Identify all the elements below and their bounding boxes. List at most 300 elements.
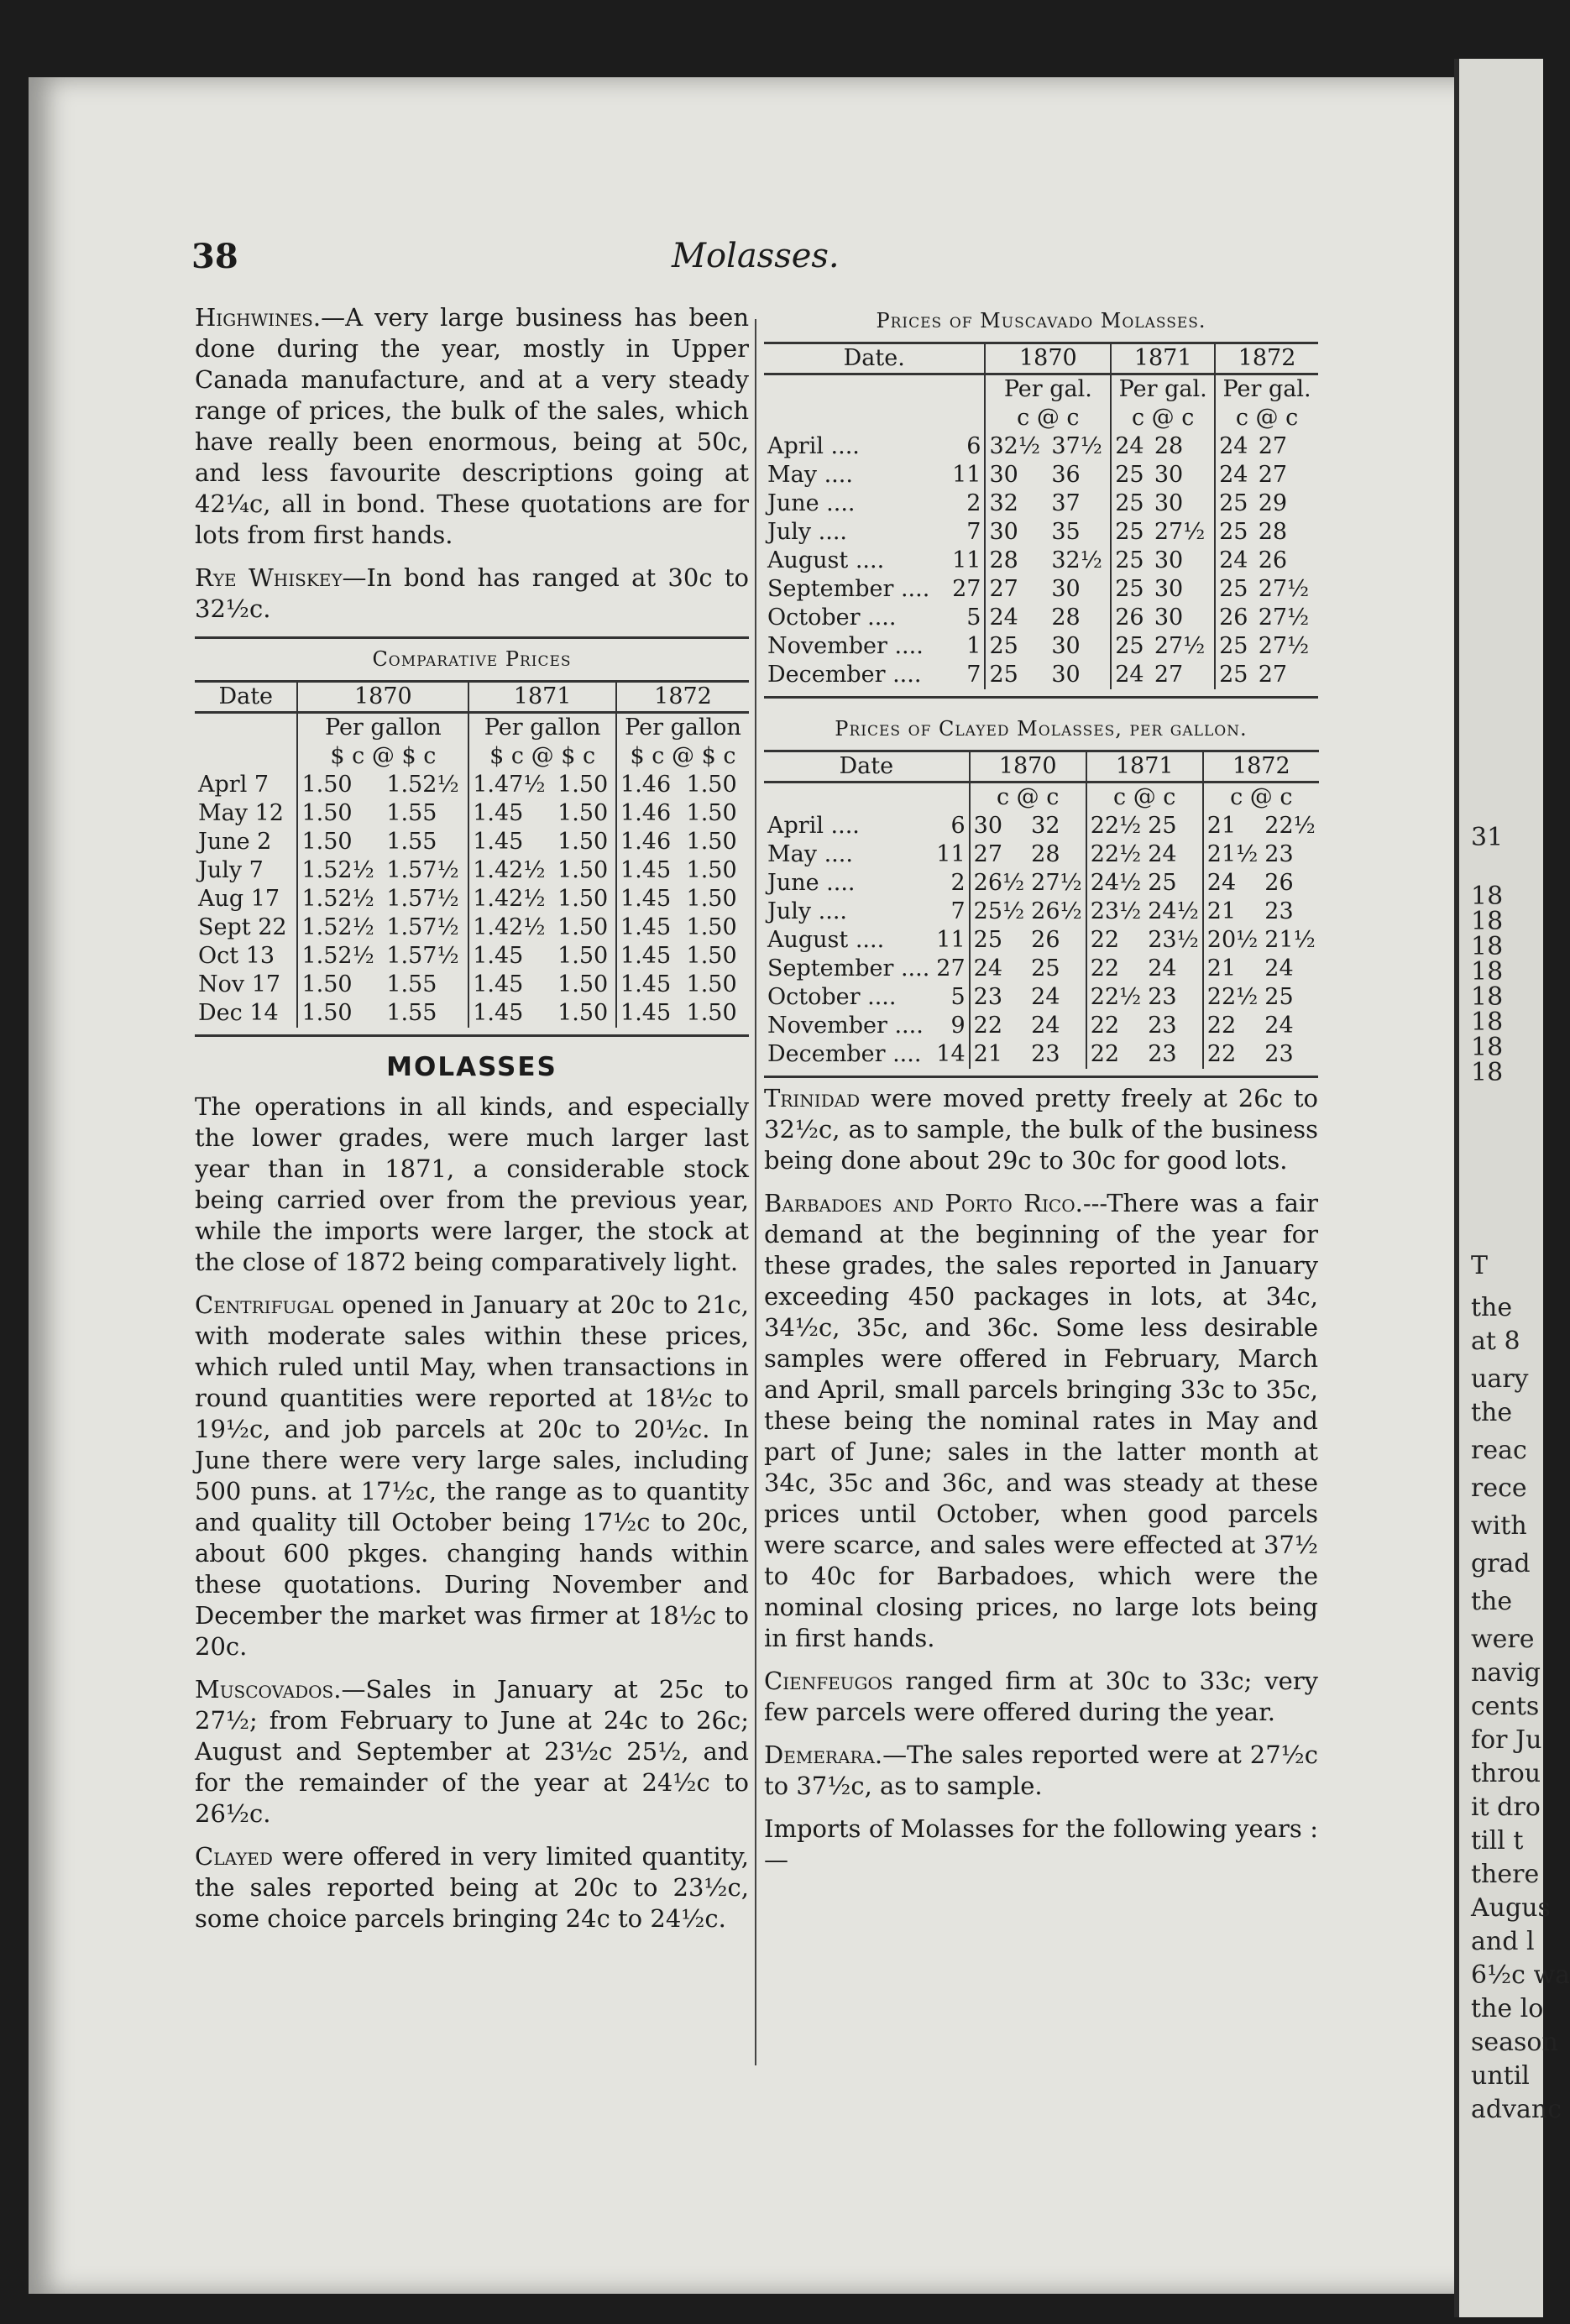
row-date: Aug 17 — [198, 886, 280, 912]
molasses-heading: MOLASSES — [386, 1052, 557, 1082]
next-page-fragment: the — [1471, 1293, 1513, 1322]
row-day: 5 — [950, 984, 966, 1010]
price-cell: 22 — [1086, 1012, 1145, 1040]
col-date: Date. — [843, 345, 905, 371]
price-cell: 1.45 — [616, 856, 683, 885]
price-cell: 24 — [1111, 661, 1151, 689]
row-month: November .... — [767, 633, 924, 659]
price-cell: 23 — [970, 983, 1028, 1012]
demerara-text: —The sales reported were at 27½c to 37½c, as to sample. — [764, 1740, 1318, 1800]
price-cell: 27½ — [1258, 633, 1310, 659]
table-row — [195, 885, 749, 913]
price-cell: 23½ — [1148, 927, 1199, 953]
price-cell: 25 — [1031, 955, 1060, 981]
table-row — [764, 518, 1318, 547]
price-cell: 30 — [1154, 490, 1184, 516]
next-page-fragment: 18 — [1471, 882, 1504, 911]
price-cell: 1.42½ — [468, 885, 554, 913]
price-cell: 28 — [1051, 605, 1081, 631]
price-cell: 1.46 — [616, 799, 683, 828]
centrifugal-text: opened in January at 20c to 21c, with moderate sales within these prices, which ruled until May, when transactions in round quantities were reported at 18½c to 19½c, and job parcels at 20c to 20½c. In June there were very large sales, including 500 puns. at 17½c, the range as to quantity and quality till October being 17½c to 20c, about 600 pkges. changing hands within these quotations. During November and December the market was firmer at 18½c to 20c. — [195, 1290, 749, 1661]
price-cell: 1.50 — [297, 971, 383, 999]
next-page-fragment: and l — [1471, 1927, 1535, 1956]
next-page-fragment: were — [1471, 1625, 1535, 1654]
col-year: 1870 — [985, 343, 1111, 374]
price-cell: 32 — [985, 489, 1048, 518]
muscovados-text: —Sales in January at 25c to 27½; from February to June at 24c to 26c; August and September at 23½c 25½, and for the remainder of the year at 24½c to 26½c. — [195, 1675, 749, 1828]
muscavado-table — [764, 342, 1318, 689]
price-cell: 1.42½ — [468, 913, 554, 942]
price-cell: 1.50 — [686, 800, 737, 826]
price-cell: 36 — [1051, 462, 1081, 488]
trinidad-text: were moved pretty freely at 26c to 32½c, as to sample, the bulk of the business being done about 29c to 30c for good lots. — [764, 1084, 1318, 1175]
next-page-fragment: 18 — [1471, 1008, 1504, 1037]
price-cell: 25 — [1215, 489, 1255, 518]
price-cell: 1.50 — [557, 800, 609, 826]
row-day: 7 — [966, 519, 981, 545]
price-cell: 37 — [1051, 490, 1081, 516]
price-cell: 27 — [1258, 662, 1288, 688]
column-divider — [755, 319, 756, 2065]
sub-label: $ c @ $ c — [468, 742, 616, 771]
price-cell: 25½ — [970, 898, 1028, 926]
price-cell: 30 — [1154, 462, 1184, 488]
price-cell: 1.55 — [386, 971, 437, 997]
price-cell: 27 — [985, 575, 1048, 604]
sub-label: c @ c — [1111, 404, 1215, 432]
col-year: 1872 — [1203, 751, 1319, 783]
price-cell: 21½ — [1264, 927, 1316, 953]
price-cell: 1.45 — [616, 999, 683, 1028]
price-cell: 27½ — [1258, 605, 1310, 631]
row-day: 27 — [936, 955, 966, 981]
unit-label: Per gallon — [616, 713, 749, 743]
price-cell: 1.50 — [557, 914, 609, 940]
table-row — [764, 489, 1318, 518]
price-cell: 27 — [1258, 433, 1288, 459]
row-day: 5 — [966, 605, 981, 631]
row-day: 7 — [950, 898, 966, 924]
cienfeugos-lead: Cienfeugos — [764, 1667, 893, 1695]
table-row — [195, 942, 749, 971]
row-month: June .... — [767, 870, 856, 896]
price-cell: 30 — [1051, 576, 1081, 602]
highwines-lead: Highwines. — [195, 303, 322, 332]
price-cell: 1.45 — [616, 913, 683, 942]
row-month: August .... — [767, 927, 885, 953]
right-column — [764, 302, 1318, 1887]
price-cell: 35 — [1051, 519, 1081, 545]
price-cell: 28 — [1031, 841, 1060, 867]
barbadoes-paragraph — [764, 1188, 1318, 1654]
price-cell: 23 — [1148, 1013, 1177, 1039]
next-page-fragment: the — [1471, 1587, 1513, 1616]
price-cell: 30 — [985, 518, 1048, 547]
rye-lead: Rye Whiskey — [195, 563, 343, 592]
price-cell: 30 — [985, 461, 1048, 489]
row-day: 1 — [966, 633, 981, 659]
price-cell: 1.50 — [557, 857, 609, 883]
price-cell: 27 — [1154, 662, 1184, 688]
table-row — [764, 926, 1319, 955]
col-year: 1871 — [1111, 343, 1215, 374]
table-row — [195, 799, 749, 828]
trinidad-lead: Trinidad — [764, 1084, 861, 1112]
price-cell: 25 — [1111, 547, 1151, 575]
table-row — [764, 604, 1318, 632]
trinidad-paragraph — [764, 1083, 1318, 1176]
next-page-fragment: reac — [1471, 1436, 1527, 1465]
price-cell: 21½ — [1203, 840, 1262, 869]
table-row — [764, 840, 1319, 869]
price-cell: 22½ — [1203, 983, 1262, 1012]
unit-label: Per gal. — [1111, 374, 1215, 405]
price-cell: 1.50 — [686, 914, 737, 940]
row-date: Aprl 7 — [198, 772, 270, 798]
price-cell: 1.50 — [557, 1000, 609, 1026]
centrifugal-paragraph — [195, 1290, 749, 1662]
price-cell: 23 — [1264, 898, 1294, 924]
muscavado-table-title: Prices of Muscavado Molasses. — [876, 309, 1206, 332]
barbadoes-text: ---There was a fair demand at the beginning of the year for these grades, the sales reported in January exceeding 450 packages in lots, at 34c, 34½c, 35c, and 36c. Some less desirable samples were offered in February, March and April, small parcels bringing 33c to 35c, these being the nominal rates in May and part of June; sales in the latter month at 34c, 35c and 36c, and was steady at these prices until October, when good parcels were scarce, and sales were effected at 37½ to 40c for Barbadoes, which were the nominal closing prices, no large lots being in first hands. — [764, 1189, 1318, 1652]
clayed-lead: Clayed — [195, 1842, 273, 1871]
price-cell: 24½ — [1086, 869, 1145, 898]
price-cell: 30 — [1154, 576, 1184, 602]
price-cell: 1.45 — [616, 971, 683, 999]
clayed-paragraph — [195, 1841, 749, 1934]
col-date: Date — [839, 753, 894, 779]
price-cell: 21 — [1203, 955, 1262, 983]
centrifugal-lead: Centrifugal — [195, 1290, 334, 1319]
col-year: 1871 — [1086, 751, 1203, 783]
price-cell: 1.45 — [616, 885, 683, 913]
rule — [764, 696, 1318, 699]
row-month: July .... — [767, 519, 848, 545]
price-cell: 21 — [970, 1040, 1028, 1069]
price-cell: 23 — [1264, 841, 1294, 867]
table-row — [764, 1012, 1319, 1040]
clayed-table-title: Prices of Clayed Molasses, per gallon. — [835, 717, 1248, 741]
table-row — [764, 1040, 1319, 1069]
unit-label: Per gal. — [1215, 374, 1318, 405]
price-cell: 22 — [1086, 955, 1145, 983]
table-row — [195, 856, 749, 885]
price-cell: 24 — [1031, 1013, 1060, 1039]
row-day: 11 — [936, 841, 966, 867]
price-cell: 27½ — [1154, 519, 1206, 545]
price-cell: 1.52½ — [297, 885, 383, 913]
price-cell: 25 — [1111, 575, 1151, 604]
next-page-fragment: 18 — [1471, 1058, 1504, 1087]
next-page-fragment: navig — [1471, 1658, 1541, 1688]
price-cell: 22½ — [1086, 840, 1145, 869]
unit-label: Per gal. — [985, 374, 1111, 405]
price-cell: 23 — [1148, 984, 1177, 1010]
row-month: May .... — [767, 841, 853, 867]
next-page-fragment: for Ju — [1471, 1725, 1542, 1755]
price-cell: 30 — [1154, 605, 1184, 631]
price-cell: 24 — [1264, 1013, 1294, 1039]
rule — [764, 1076, 1318, 1078]
price-cell: 28 — [985, 547, 1048, 575]
unit-label: Per gallon — [297, 713, 468, 743]
row-day: 11 — [952, 547, 981, 573]
price-cell: 25 — [1111, 489, 1151, 518]
molasses-intro: The operations in all kinds, and especially the lower grades, were much larger last year than in 1871, a considerable stock being carried over from the previous year, while the imports were larger, the stock at the close of 1872 being comparatively light. — [195, 1092, 749, 1276]
price-cell: 21 — [1203, 812, 1262, 840]
sub-label: c @ c — [970, 783, 1086, 813]
price-cell: 24 — [1215, 432, 1255, 461]
row-day: 9 — [950, 1013, 966, 1039]
row-month: April .... — [767, 433, 860, 459]
table-row — [764, 869, 1319, 898]
price-cell: 26½ — [1031, 898, 1082, 924]
clayed-text: were offered in very limited quantity, the sales reported being at 20c to 23½c, some choice parcels bringing 24c to 24½c. — [195, 1842, 749, 1933]
price-cell: 27 — [1258, 462, 1288, 488]
next-page-fragment: uary — [1471, 1364, 1529, 1394]
row-month: November .... — [767, 1013, 924, 1039]
table-row — [764, 898, 1319, 926]
row-month: July .... — [767, 898, 848, 924]
price-cell: 1.50 — [297, 799, 383, 828]
cienfeugos-paragraph — [764, 1666, 1318, 1728]
next-page-fragment: T — [1471, 1251, 1489, 1280]
row-day: 7 — [966, 662, 981, 688]
row-day: 2 — [966, 490, 981, 516]
price-cell: 23 — [1264, 1041, 1294, 1067]
price-cell: 22 — [1203, 1040, 1262, 1069]
price-cell: 25 — [1148, 870, 1177, 896]
table-row — [764, 432, 1318, 461]
highwines-text: —A very large business has been done during the year, mostly in Upper Canada manufacture, and at a very steady range of prices, the bulk of the sales, which have really been enormous, being at 50c, and less favourite descriptions going at 42¼c, all in bond. These quotations are for lots from first hands. — [195, 303, 749, 549]
col-year: 1870 — [970, 751, 1086, 783]
price-cell: 22½ — [1264, 813, 1316, 839]
barbadoes-lead: Barbadoes and Porto Rico. — [764, 1189, 1083, 1217]
price-cell: 1.46 — [616, 828, 683, 856]
price-cell: 1.47½ — [468, 771, 554, 799]
row-month: September .... — [767, 576, 930, 602]
price-cell: 1.45 — [468, 799, 554, 828]
price-cell: 25 — [1111, 632, 1151, 661]
price-cell: 1.50 — [686, 886, 737, 912]
next-page-fragment: 18 — [1471, 982, 1504, 1012]
price-cell: 24½ — [1148, 898, 1199, 924]
price-cell: 1.52½ — [297, 942, 383, 971]
next-page-fragment: 18 — [1471, 957, 1504, 987]
price-cell: 1.50 — [686, 857, 737, 883]
price-cell: 23½ — [1086, 898, 1145, 926]
next-page-fragment: the — [1471, 1398, 1513, 1427]
table-row — [195, 913, 749, 942]
price-cell: 1.45 — [468, 828, 554, 856]
row-month: December .... — [767, 662, 922, 688]
price-cell: 1.52½ — [386, 772, 459, 798]
price-cell: 1.46 — [616, 771, 683, 799]
table-row — [764, 983, 1319, 1012]
price-cell: 1.50 — [686, 772, 737, 798]
price-cell: 25 — [985, 661, 1048, 689]
price-cell: 26 — [1258, 547, 1288, 573]
table-row — [764, 661, 1318, 689]
next-page-fragment: until — [1471, 2061, 1530, 2091]
price-cell: 28 — [1258, 519, 1288, 545]
next-page-fragment: 18 — [1471, 907, 1504, 936]
next-page-fragment: there — [1471, 1860, 1540, 1889]
price-cell: 27½ — [1258, 576, 1310, 602]
muscovados-lead: Muscovados. — [195, 1675, 342, 1704]
table-row — [764, 575, 1318, 604]
price-cell: 25 — [1148, 813, 1177, 839]
next-page-fragment: with — [1471, 1511, 1527, 1541]
price-cell: 1.42½ — [468, 856, 554, 885]
row-month: December .... — [767, 1041, 922, 1067]
rye-text: —In bond has ranged at 30c to 32½c. — [195, 563, 749, 623]
price-cell: 24 — [1215, 547, 1255, 575]
row-day: 11 — [936, 927, 966, 953]
page-title: Molasses. — [672, 237, 840, 275]
price-cell: 25 — [1215, 575, 1255, 604]
price-cell: 1.50 — [686, 1000, 737, 1026]
next-page-fragment: the lo — [1471, 1994, 1544, 2023]
row-month: April .... — [767, 813, 860, 839]
row-month: October .... — [767, 605, 897, 631]
next-page-fragment: it dro — [1471, 1793, 1541, 1822]
cienfeugos-text: ranged firm at 30c to 33c; very few parcels were offered during the year. — [764, 1667, 1318, 1726]
row-month: June .... — [767, 490, 856, 516]
price-cell: 30 — [1154, 547, 1184, 573]
row-date: Oct 13 — [198, 943, 275, 969]
table-row — [195, 999, 749, 1028]
price-cell: 1.50 — [297, 828, 383, 856]
row-month: September .... — [767, 955, 930, 981]
price-cell: 25 — [970, 926, 1028, 955]
next-page-fragment: advanc — [1471, 2095, 1562, 2124]
next-page-fragment: 6½c wa — [1471, 1960, 1570, 1990]
row-day: 14 — [936, 1041, 966, 1067]
price-cell: 1.50 — [686, 829, 737, 855]
table-row — [764, 461, 1318, 489]
next-page-fragment: 31 — [1471, 823, 1504, 852]
rule — [195, 1034, 749, 1037]
price-cell: 1.45 — [468, 971, 554, 999]
price-cell: 29 — [1258, 490, 1288, 516]
price-cell: 24 — [1203, 869, 1262, 898]
price-cell: 20½ — [1203, 926, 1262, 955]
row-month: August .... — [767, 547, 885, 573]
row-date: Nov 17 — [198, 971, 281, 997]
price-cell: 1.52½ — [297, 913, 383, 942]
sub-label: c @ c — [1215, 404, 1318, 432]
price-cell: 1.50 — [686, 943, 737, 969]
price-cell: 24 — [1215, 461, 1255, 489]
price-cell: 24 — [970, 955, 1028, 983]
price-cell: 1.45 — [616, 942, 683, 971]
rye-paragraph — [195, 563, 749, 625]
price-cell: 1.50 — [557, 829, 609, 855]
page-number: 38 — [191, 237, 238, 276]
price-cell: 1.57½ — [386, 857, 459, 883]
unit-label: Per gallon — [468, 713, 616, 743]
price-cell: 26 — [1264, 870, 1294, 896]
price-cell: 1.50 — [557, 971, 609, 997]
rule — [195, 636, 749, 639]
next-page-fragment: rece — [1471, 1473, 1527, 1503]
price-cell: 1.45 — [468, 999, 554, 1028]
next-page-fragment: grad — [1471, 1549, 1531, 1578]
table-row — [195, 771, 749, 799]
next-page-fragment: Augus — [1471, 1893, 1551, 1923]
sub-label: $ c @ $ c — [616, 742, 749, 771]
next-page-fragment: cents — [1471, 1692, 1540, 1721]
price-cell: 30 — [970, 812, 1028, 840]
col-year: 1871 — [468, 682, 616, 713]
price-cell: 26 — [1215, 604, 1255, 632]
table-row — [195, 971, 749, 999]
price-cell: 21 — [1203, 898, 1262, 926]
row-day: 27 — [952, 576, 981, 602]
comparative-prices-table — [195, 680, 749, 1028]
next-page-fragment: season — [1471, 2028, 1558, 2057]
price-cell: 22½ — [1086, 812, 1145, 840]
price-cell: 24 — [985, 604, 1048, 632]
price-cell: 25 — [1111, 461, 1151, 489]
comparative-prices-title: Comparative Prices — [372, 647, 572, 671]
price-cell: 30 — [1051, 633, 1081, 659]
next-page-fragment: 18 — [1471, 1033, 1504, 1062]
price-cell: 25 — [985, 632, 1048, 661]
price-cell: 32½ — [985, 432, 1048, 461]
table-row — [764, 547, 1318, 575]
price-cell: 32½ — [1051, 547, 1102, 573]
price-cell: 1.55 — [386, 829, 437, 855]
table-row — [195, 828, 749, 856]
price-cell: 1.55 — [386, 800, 437, 826]
row-day: 2 — [950, 870, 966, 896]
price-cell: 1.50 — [297, 771, 383, 799]
price-cell: 27½ — [1154, 633, 1206, 659]
price-cell: 22 — [1086, 926, 1145, 955]
price-cell: 24 — [1111, 432, 1151, 461]
price-cell: 24 — [1148, 841, 1177, 867]
price-cell: 1.57½ — [386, 914, 459, 940]
price-cell: 30 — [1051, 662, 1081, 688]
price-cell: 28 — [1154, 433, 1184, 459]
price-cell: 37½ — [1051, 433, 1102, 459]
left-column — [195, 302, 749, 1946]
sub-label: $ c @ $ c — [297, 742, 468, 771]
price-cell: 1.57½ — [386, 943, 459, 969]
price-cell: 24 — [1148, 955, 1177, 981]
col-year: 1872 — [1215, 343, 1318, 374]
col-year: 1872 — [616, 682, 749, 713]
next-page-fragment: throu — [1471, 1759, 1541, 1788]
imports-paragraph: Imports of Molasses for the following years :— — [764, 1814, 1318, 1874]
price-cell: 1.50 — [686, 971, 737, 997]
price-cell: 1.52½ — [297, 856, 383, 885]
col-year: 1870 — [297, 682, 468, 713]
row-day: 6 — [966, 433, 981, 459]
row-date: Sept 22 — [198, 914, 287, 940]
row-date: July 7 — [198, 857, 264, 883]
price-cell: 22 — [970, 1012, 1028, 1040]
highwines-paragraph — [195, 302, 749, 551]
price-cell: 26½ — [970, 869, 1028, 898]
next-page-fragment: 18 — [1471, 932, 1504, 961]
col-date: Date — [218, 683, 274, 709]
row-date: June 2 — [198, 829, 272, 855]
price-cell: 25 — [1215, 518, 1255, 547]
price-cell: 23 — [1031, 1041, 1060, 1067]
